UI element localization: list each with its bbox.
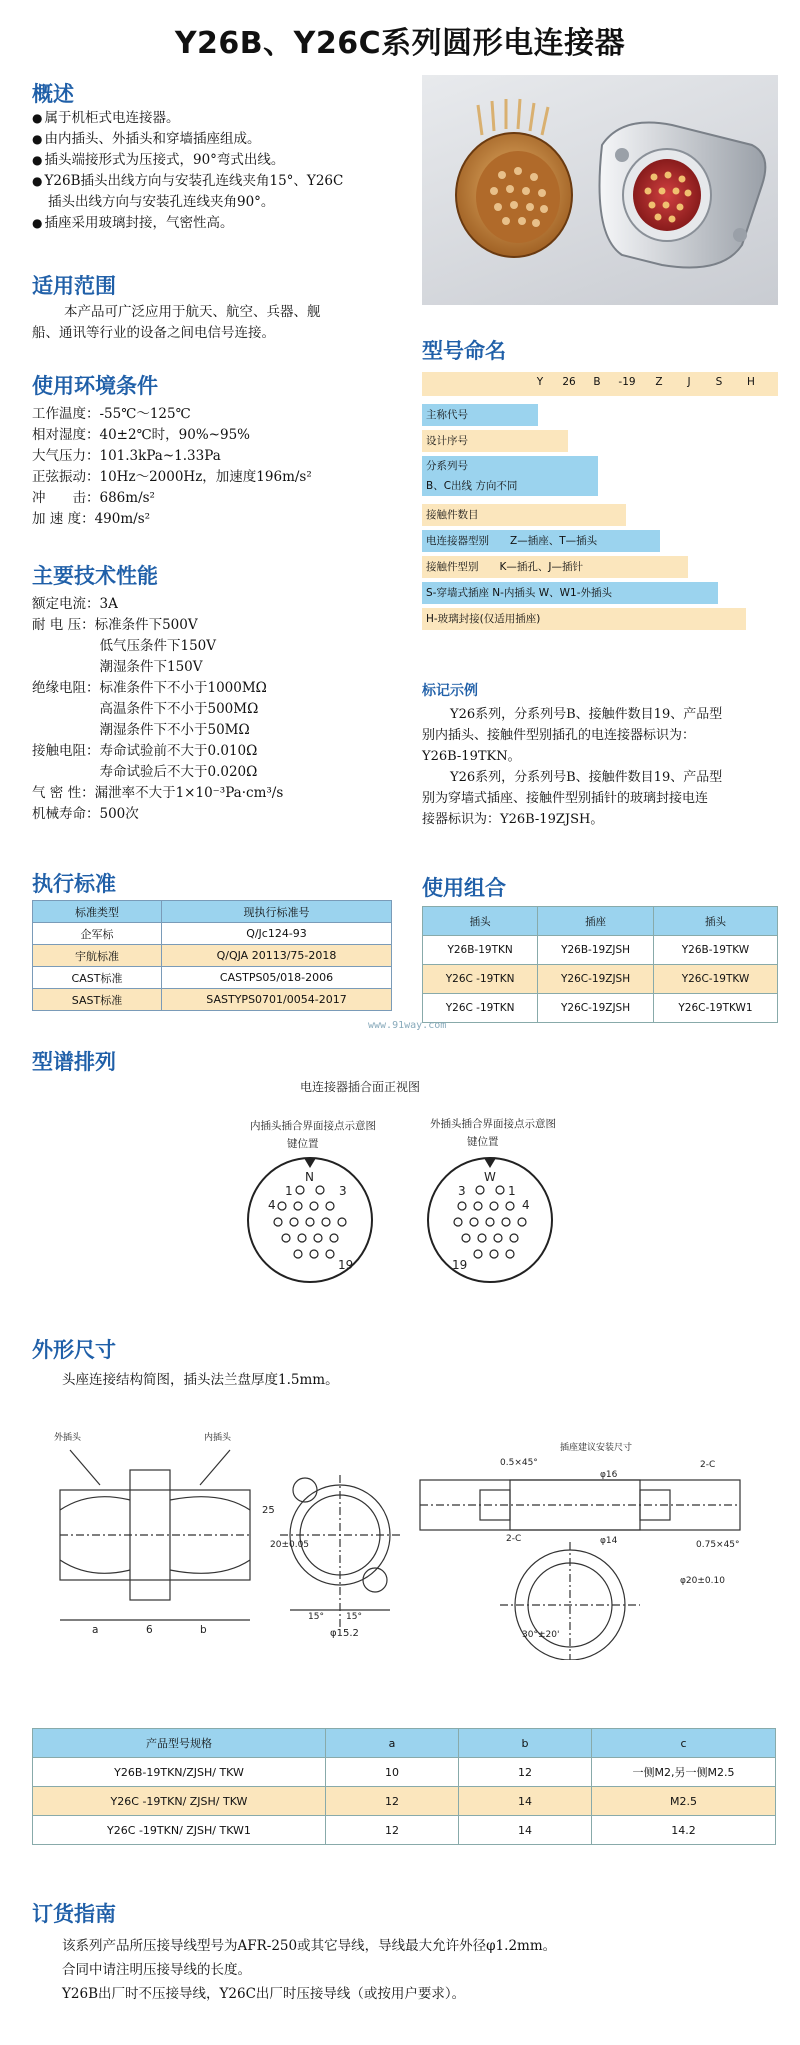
model-code: -19 [618, 376, 636, 388]
chamfer-label: 2-C [700, 1460, 716, 1470]
example-line: 别为穿墙式插座、接触件型别插针的玻璃封接电连 [422, 791, 709, 806]
tech-row: 额定电流：3A [32, 596, 118, 612]
table-row [423, 994, 778, 1023]
tech-row: 接触电阻：寿命试验前不大于0.010Ω [32, 743, 258, 759]
tech-row: 耐 电 压：标准条件下500V [32, 617, 198, 633]
pin-layout-diagram [240, 1150, 560, 1290]
table-cell: Y26B-19TKW [653, 936, 777, 965]
dim-16-label: φ16 [600, 1470, 618, 1480]
order-heading: 订货指南 [32, 1902, 116, 1926]
table-cell: 10 [326, 1758, 459, 1787]
env-row: 冲 击：686m/s² [32, 490, 155, 506]
table-row [33, 967, 392, 989]
overview-item: ● 属于机柜式电连接器。 [32, 108, 412, 129]
overview-item: ● Y26B插头出线方向与安装孔连线夹角15°、Y26C [32, 171, 412, 192]
tech-row: 气 密 性：漏泄率不大于1×10⁻³Pa·cm³/s [32, 785, 284, 801]
example-line: 接器标识为：Y26B-19ZJSH。 [422, 812, 604, 827]
table-header-row [423, 907, 778, 936]
env-row: 加 速 度：490m/s² [32, 511, 151, 527]
order-line: 该系列产品所压接导线型号为AFR-250或其它导线，导线最大允许外径φ1.2mm。 [62, 1938, 557, 1954]
model-row: S-穿墙式插座 N-内插头 W、W1-外插头 [422, 582, 718, 604]
table-cell: SASTYPS0701/0054-2017 [162, 989, 392, 1011]
overview-item: ● 由内插头、外插头和穿墙插座组成。 [32, 129, 412, 150]
dim-152-label: φ15.2 [330, 1628, 359, 1639]
table-row [33, 923, 392, 945]
table-cell: Y26B-19TKN [423, 936, 538, 965]
right-pin-label: 19 [452, 1258, 468, 1272]
tech-row: 低气压条件下150V [32, 638, 217, 654]
scope-line: 本产品可广泛应用于航天、航空、兵器、舰 [64, 304, 321, 320]
tech-row: 绝缘电阻：标准条件下不小于1000MΩ [32, 680, 267, 696]
left-pin-label: N [305, 1170, 314, 1184]
table-cell: 14.2 [592, 1816, 776, 1845]
order-line: Y26B出厂时不压接导线，Y26C出厂时压接导线（或按用户要求）。 [62, 1986, 466, 2002]
table-cell: 企军标 [33, 923, 162, 945]
right-pin-label: 3 [458, 1184, 466, 1198]
env-row: 大气压力：101.3kPa~1.33Pa [32, 448, 221, 464]
model-code: Y [536, 376, 544, 388]
table-cell: Y26C -19TKN/ ZJSH/ TKW1 [33, 1816, 326, 1845]
model-code: S [715, 376, 723, 388]
env-row: 相对湿度：40±2℃时，90%~95% [32, 427, 251, 443]
connector-photo-illustration [422, 75, 778, 305]
inner-plug-label: 内插头 [204, 1433, 232, 1443]
table-cell: Y26C-19TKW1 [653, 994, 777, 1023]
table-row [33, 989, 392, 1011]
table-row [423, 965, 778, 994]
scope-heading: 适用范围 [32, 274, 116, 298]
flange-drawing [280, 1475, 400, 1630]
order-line: 合同中请注明压接导线的长度。 [62, 1962, 251, 1978]
chamfer-label: 0.5×45° [500, 1458, 538, 1468]
table-row [423, 936, 778, 965]
angle-30-label: 30°±20' [522, 1630, 560, 1640]
dim-20-tol-label: φ20±0.10 [680, 1576, 725, 1586]
dim-b-label: b [200, 1624, 207, 1636]
watermark: www.91way.com [368, 1020, 447, 1031]
product-photo [422, 75, 778, 305]
table-cell: 12 [459, 1758, 592, 1787]
table-cell: Y26B-19TKN/ZJSH/ TKW [33, 1758, 326, 1787]
model-row: 分系列号 [422, 456, 598, 476]
table-header-cell: c [592, 1729, 776, 1758]
tech-row: 潮湿条件下不小于50MΩ [32, 722, 250, 738]
left-pin-label: 3 [339, 1184, 347, 1198]
panel-title-label: 插座建议安装尺寸 [560, 1443, 633, 1453]
right-pin-label: 1 [508, 1184, 516, 1198]
example-line: Y26系列，分系列号B、接触件数目19、产品型 [450, 707, 723, 722]
dim-14-label: φ14 [600, 1536, 618, 1546]
tech-list [32, 594, 412, 825]
table-row [33, 1787, 776, 1816]
tech-heading: 主要技术性能 [32, 564, 158, 588]
overview-item: ● 插座采用玻璃封接，气密性高。 [32, 213, 412, 234]
model-code: B [593, 376, 601, 388]
table-cell: Q/QJA 20113/75-2018 [162, 945, 392, 967]
model-heading: 型号命名 [422, 339, 506, 363]
table-header-row [33, 901, 392, 923]
env-row: 工作温度：-55℃～125℃ [32, 406, 191, 422]
overview-list [32, 108, 412, 234]
model-row: 接触件型别 K—插孔、J—插针 [422, 556, 688, 578]
right-caption: 外插头插合界面接点示意图 [430, 1118, 556, 1130]
right-key-label: 键位置 [467, 1136, 499, 1148]
table-header-cell: 产品型号规格 [33, 1729, 326, 1758]
tech-row: 潮湿条件下150V [32, 659, 203, 675]
dim-20-label: 20±0.05 [270, 1540, 310, 1550]
table-cell: Y26C -19TKN [423, 965, 538, 994]
example-heading: 标记示例 [422, 683, 478, 699]
table-row [33, 1816, 776, 1845]
model-code: 26 [562, 376, 576, 388]
model-row: 设计序号 [422, 430, 568, 452]
standards-table [32, 900, 392, 1011]
table-cell: Y26C-19ZJSH [538, 965, 654, 994]
receptacle-icon [600, 123, 766, 268]
overview-heading: 概述 [32, 82, 74, 106]
example-text [422, 704, 782, 830]
left-pin-label: 19 [338, 1258, 354, 1272]
left-pin-label: 4 [268, 1198, 276, 1212]
table-row [33, 1758, 776, 1787]
left-caption: 内插头插合界面接点示意图 [250, 1120, 376, 1132]
dim-6-label: 6 [146, 1624, 153, 1636]
table-cell: CAST标准 [33, 967, 162, 989]
example-line: 别内插头、接触件型别插孔的电连接器标识为： [422, 728, 696, 743]
dimensions-table [32, 1728, 776, 1845]
table-cell: 一侧M2,另一侧M2.5 [592, 1758, 776, 1787]
diagram-title: 电连接器插合面正视图 [300, 1080, 421, 1094]
order-text [62, 1934, 782, 2006]
scope-text [32, 302, 412, 344]
table-cell: 12 [326, 1816, 459, 1845]
table-header-cell: 标准类型 [33, 901, 162, 923]
table-row [33, 945, 392, 967]
page-title: Y26B、Y26C系列圆形电连接器 [174, 26, 626, 61]
dim-a-label: a [92, 1624, 99, 1636]
table-header-row [33, 1729, 776, 1758]
left-pin-label: 1 [285, 1184, 293, 1198]
model-code: J [687, 376, 691, 388]
overview-item: 插头出线方向与安装孔连线夹角90°。 [48, 194, 275, 210]
table-cell: Q/Jc124-93 [162, 923, 392, 945]
outer-plug-label: 外插头 [54, 1433, 82, 1443]
right-pin-label: 4 [522, 1198, 530, 1212]
table-cell: 14 [459, 1816, 592, 1845]
table-cell: CASTPS05/018-2006 [162, 967, 392, 989]
layout-heading: 型谱排列 [32, 1050, 116, 1074]
example-line: Y26系列，分系列号B、接触件数目19、产品型 [450, 770, 723, 785]
table-header-cell: 插座 [538, 907, 654, 936]
model-row: H-玻璃封接(仅适用插座) [422, 608, 746, 630]
table-cell: M2.5 [592, 1787, 776, 1816]
table-header-cell: a [326, 1729, 459, 1758]
overview-item: ● 插头端接形式为压接式，90°弯式出线。 [32, 150, 412, 171]
tech-row: 高温条件下不小于500MΩ [32, 701, 259, 717]
table-cell: SAST标准 [33, 989, 162, 1011]
table-header-cell: 插头 [423, 907, 538, 936]
side-assembly-drawing [60, 1450, 250, 1620]
model-row: 接触件数目 [422, 504, 626, 526]
standards-heading: 执行标准 [32, 872, 116, 896]
model-row: 主称代号 [422, 404, 538, 426]
table-cell: Y26C-19TKW [653, 965, 777, 994]
example-line: Y26B-19TKN。 [422, 749, 521, 764]
dim-25-label: 25 [262, 1505, 275, 1516]
model-code: Z [655, 376, 663, 388]
chamfer-label: 0.75×45° [696, 1540, 740, 1550]
left-key-label: 键位置 [287, 1138, 319, 1150]
env-row: 正弦振动：10Hz～2000Hz，加速度196m/s² [32, 469, 312, 485]
tech-row: 机械寿命：500次 [32, 806, 139, 822]
dimensions-note: 头座连接结构简图，插头法兰盘厚度1.5mm。 [62, 1372, 339, 1388]
model-row: 电连接器型别 Z—插座、T—插头 [422, 530, 660, 552]
table-cell: 14 [459, 1787, 592, 1816]
dimensions-heading: 外形尺寸 [32, 1338, 116, 1362]
env-list [32, 404, 412, 530]
env-heading: 使用环境条件 [32, 374, 158, 398]
right-pin-label: W [484, 1170, 496, 1184]
model-code: H [747, 376, 755, 388]
plug-icon [456, 99, 572, 257]
tech-row: 寿命试验后不大于0.020Ω [32, 764, 258, 780]
combo-heading: 使用组合 [422, 876, 506, 900]
table-header-cell: 现执行标准号 [162, 901, 392, 923]
table-cell: Y26C -19TKN [423, 994, 538, 1023]
table-header-cell: 插头 [653, 907, 777, 936]
combo-table [422, 906, 778, 1023]
table-cell: Y26C-19ZJSH [538, 994, 654, 1023]
table-cell: 12 [326, 1787, 459, 1816]
table-cell: 宇航标准 [33, 945, 162, 967]
scope-line: 船、通讯等行业的设备之间电信号连接。 [32, 325, 275, 341]
angle-label: 15° [308, 1612, 324, 1622]
table-header-cell: b [459, 1729, 592, 1758]
angle-label: 15° [346, 1612, 362, 1622]
model-row: B、C出线 方向不同 [422, 476, 598, 496]
model-naming-diagram [422, 372, 778, 662]
chamfer-label: 2-C [506, 1534, 522, 1544]
panel-cutout-drawing [420, 1480, 740, 1660]
table-cell: Y26C -19TKN/ ZJSH/ TKW [33, 1787, 326, 1816]
table-cell: Y26B-19ZJSH [538, 936, 654, 965]
